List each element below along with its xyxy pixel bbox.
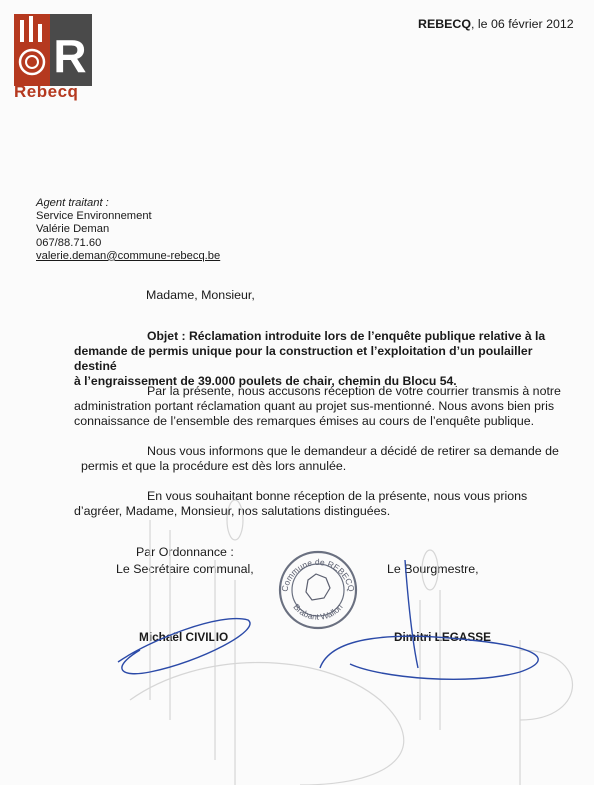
- mayor-title: Le Bourgmestre,: [387, 562, 479, 576]
- body-paragraph-3: [74, 489, 570, 519]
- stamp-bottom-text: Brabant Wallon: [291, 601, 345, 622]
- handwritten-signatures: [118, 560, 538, 679]
- date-place: REBECQ: [418, 17, 472, 31]
- paragraph-line: d’agréer, Madame, Monsieur, nos salutations distinguées.: [74, 504, 391, 518]
- ordonnance-label: Par Ordonnance :: [136, 545, 234, 559]
- body-paragraph-1: [74, 384, 560, 429]
- logo-letter: R: [53, 30, 87, 82]
- paragraph-line: administration portant réclamation quant au projet sus-mentionné. Nous avons bien pris: [74, 399, 555, 413]
- paragraph-line: En vous souhaitant bonne réception de la présente, nous vous prions: [147, 489, 528, 503]
- greeting: Madame, Monsieur,: [146, 288, 255, 302]
- paragraph-line: connaissance de l’ensemble des remarques émises au cours de l’enquête publique.: [74, 414, 535, 428]
- subject-paragraph: [74, 329, 560, 389]
- paragraph-line: permis et que la procédure est dès lors annulée.: [81, 459, 347, 473]
- subject-line: à l’engraissement de 39.000 poulets de chair, chemin du Blocu 54.: [74, 374, 457, 388]
- commune-stamp: [279, 552, 357, 628]
- body-paragraph-2: [74, 444, 560, 474]
- subject-line: demande de permis unique pour la construction et l’exploitation d’un poulailler destiné: [74, 344, 533, 373]
- agent-service: Service Environnement: [36, 210, 152, 223]
- agent-label: Agent traitant :: [36, 197, 109, 209]
- logo-wordmark: Rebecq: [14, 82, 79, 101]
- letter-date: [418, 17, 574, 31]
- subject-line: Objet : Réclamation introduite lors de l’enquête publique relative à la: [147, 329, 546, 343]
- secretary-signature: [118, 619, 250, 674]
- agent-block: [36, 197, 220, 263]
- agent-phone: 067/88.71.60: [36, 236, 102, 249]
- mayor-name: Dimitri LEGASSE: [394, 630, 492, 644]
- agent-name: Valérie Deman: [36, 223, 110, 236]
- agent-email-link[interactable]: valerie.deman@commune-rebecq.be: [36, 249, 221, 262]
- secretary-name: Michaël CIVILIO: [139, 630, 229, 644]
- paragraph-line: Par la présente, nous accusons réception de votre courrier transmis à notre: [147, 384, 561, 398]
- paragraph-line: Nous vous informons que le demandeur a décidé de retirer sa demande de: [147, 444, 559, 458]
- date-text: , le 06 février 2012: [471, 17, 574, 31]
- stamp-top-text: Commune de REBECQ: [279, 556, 357, 593]
- secretary-title: Le Secrétaire communal,: [116, 562, 254, 576]
